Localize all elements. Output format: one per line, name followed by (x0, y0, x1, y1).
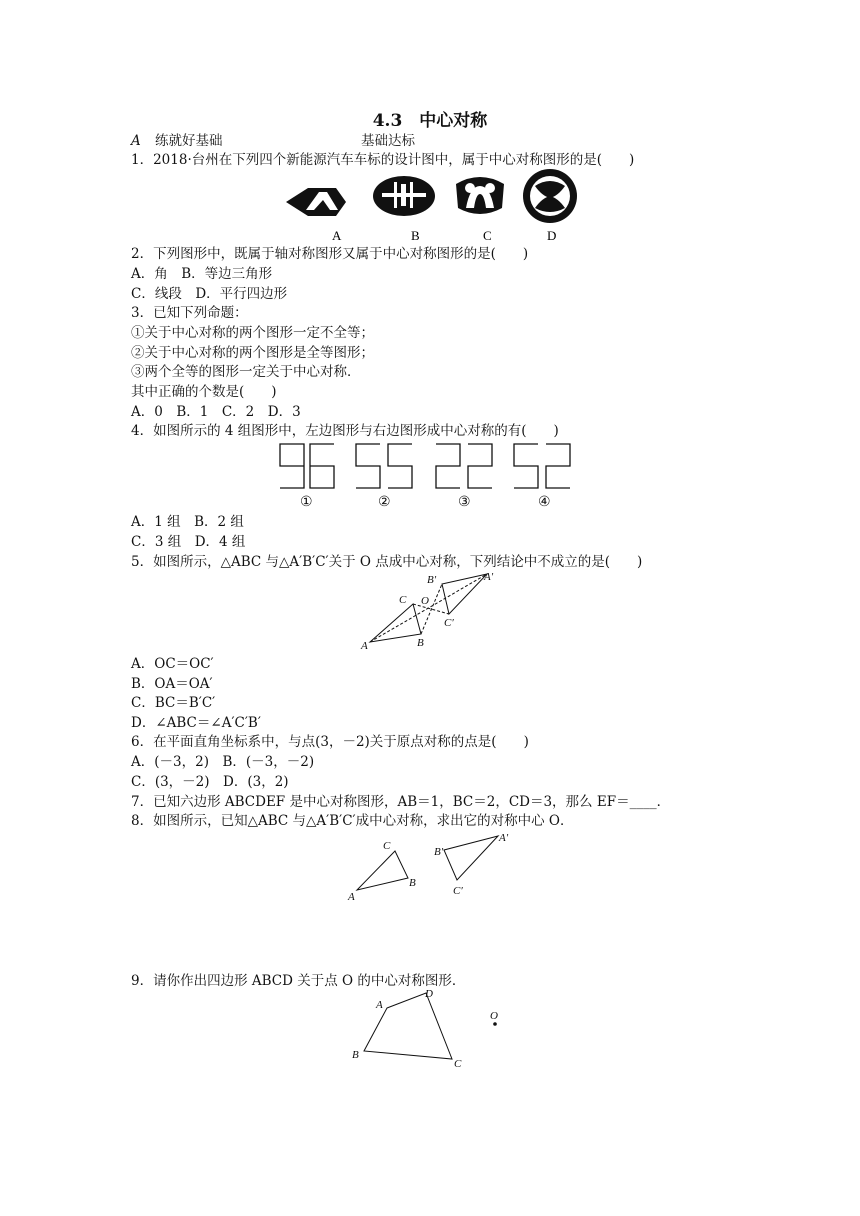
q5-figure (356, 568, 506, 652)
q3-proposition-1: ①关于中心对称的两个图形一定不全等； (131, 325, 374, 341)
q4-text: 4．如图所示的 4 组图形中，左边图形与右边图形成中心对称的有( ) (131, 423, 559, 439)
q5-option-d: D．∠ABC＝∠A′C′B′ (131, 715, 261, 731)
q9-point-o: O (490, 1010, 498, 1022)
q1-label-d: D (547, 228, 557, 243)
logo-b (373, 176, 435, 216)
logo-d (523, 169, 577, 223)
q8-point-a: A (348, 891, 355, 903)
q2-text: 2．下列图形中，既属于轴对称图形又属于中心对称图形的是( ) (131, 246, 529, 262)
q8-point-c-prime: C′ (453, 885, 463, 897)
q4-options-2: C．3 组 D．4 组 (131, 534, 246, 550)
q6-text: 6．在平面直角坐标系中，与点(3，－2)关于原点对称的点是( ) (131, 734, 529, 750)
q1-label-c: C (483, 228, 492, 243)
q8-point-a-prime: A′ (499, 832, 509, 844)
q4-label-4: ④ (538, 495, 551, 510)
q9-point-b: B (352, 1049, 359, 1061)
page-title: 4.3 中心对称 (372, 111, 488, 131)
q8-point-c: C (383, 840, 391, 852)
q4-label-3: ③ (458, 495, 471, 510)
q5-point-b: B (417, 637, 424, 649)
section-left: 练就好基础 (155, 133, 223, 149)
q2-options-1: A．角 B．等边三角形 (131, 266, 273, 282)
q5-point-a-prime: A′ (484, 571, 494, 583)
logo-a (286, 188, 346, 216)
q5-option-c: C．BC＝B′C′ (131, 695, 216, 711)
q4-digits-figure (276, 440, 586, 512)
section-letter: A (131, 133, 141, 149)
q9-point-c: C (454, 1058, 462, 1070)
q1-label-a: A (332, 228, 342, 243)
q3-proposition-3: ③两个全等的图形一定关于中心对称． (131, 364, 361, 380)
q8-point-b-prime: B′ (434, 846, 444, 858)
logo-c (456, 177, 504, 214)
q5-text: 5．如图所示，△ABC 与△A′B′C′关于 O 点成中心对称，下列结论中不成立的是( ) (131, 554, 643, 570)
q7-text: 7．已知六边形 ABCDEF 是中心对称图形，AB＝1，BC＝2，CD＝3，那么 EF＝____． (131, 794, 671, 810)
q5-point-o: O (421, 595, 429, 607)
q5-point-c-prime: C′ (444, 617, 454, 629)
q3-question: 其中正确的个数是( ) (131, 384, 277, 400)
q3-options: A．0 B．1 C．2 D．3 (131, 404, 301, 420)
q8-text: 8．如图所示，已知△ABC 与△A′B′C′成中心对称，求出它的对称中心 O． (131, 813, 574, 829)
section-right: 基础达标 (361, 133, 415, 149)
q4-group-4 (514, 444, 570, 488)
q1-text: 1．2018·台州在下列四个新能源汽车车标的设计图中，属于中心对称图形的是( ) (131, 152, 635, 168)
q4-group-2 (356, 444, 412, 488)
q3-proposition-2: ②关于中心对称的两个图形是全等图形； (131, 345, 374, 361)
q1-label-b: B (411, 228, 420, 243)
q9-point-a: A (376, 999, 383, 1011)
q5-option-a: A．OC＝OC′ (131, 656, 214, 672)
q2-options-2: C．线段 D．平行四边形 (131, 286, 288, 302)
q9-point-d: D (425, 988, 433, 1000)
q5-point-b-prime: B′ (427, 574, 437, 586)
q3-text: 3．已知下列命题： (131, 305, 248, 321)
q4-group-1 (280, 444, 334, 488)
q6-options-2: C．(3，－2) D．(3，2) (131, 774, 289, 790)
q6-options-1: A．(－3，2) B．(－3，－2) (131, 754, 315, 770)
q8-figure (340, 828, 530, 906)
q9-figure (340, 984, 510, 1076)
q5-point-a: A (361, 640, 368, 652)
q4-label-2: ② (378, 495, 391, 510)
q9-text: 9．请你作出四边形 ABCD 关于点 O 的中心对称图形． (131, 973, 466, 989)
q4-group-3 (436, 444, 492, 488)
q1-logos-figure (280, 168, 590, 244)
q4-options-1: A．1 组 B．2 组 (131, 514, 244, 530)
q4-label-1: ① (300, 495, 313, 510)
q5-point-c: C (399, 594, 407, 606)
q5-option-b: B．OA＝OA′ (131, 676, 213, 692)
q8-point-b: B (409, 877, 416, 889)
